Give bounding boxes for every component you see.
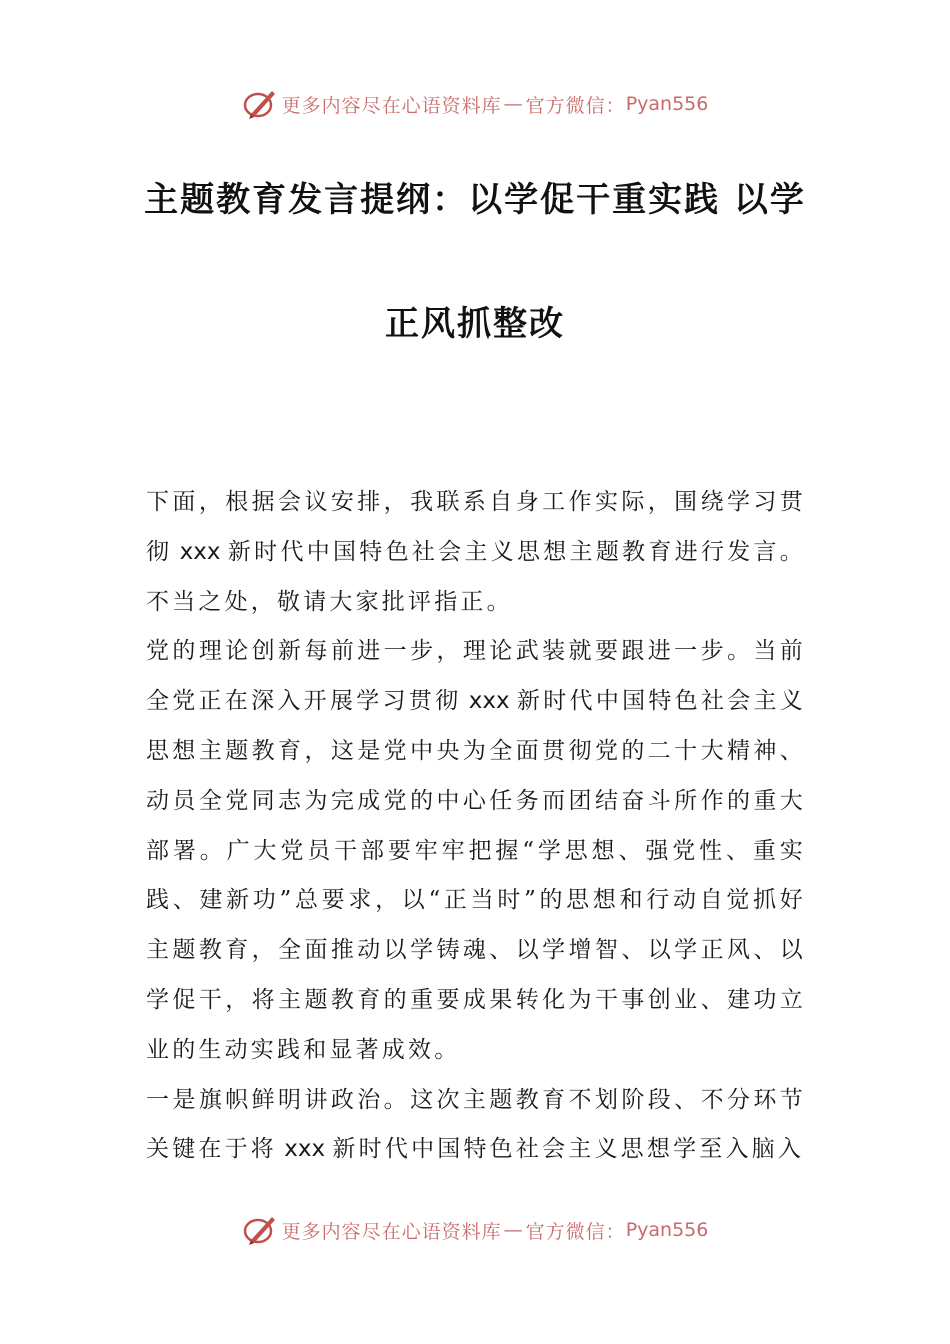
- document-body: [146, 478, 806, 1175]
- watermark-label: 官方微信：: [525, 94, 626, 117]
- body-paragraph: 党的理论创新每前进一步，理论武装就要跟进一步。当前全党正在深入开展学习贯彻 xxx 新时代中国特色社会主义思想主题教育，这是党中央为全面贯彻党的二十大精神、动员全党同志为完成党的中心任务而团结奋斗所作的重大部署。广大党员干部要牢牢把握“学思想、强党性、重实践、建新功”总要求，以“正当时”的思想和行动自觉抓好主题教育，全面推动以学铸魂、以学增智、以学正风、以学促干，将主题教育的重要成果转化为干事创业、建功立业的生动实践和显著成效。: [146, 638, 807, 1063]
- watermark-label: 官方微信：: [525, 1220, 626, 1243]
- pen-logo-icon: [242, 1212, 278, 1248]
- watermark-separator: —: [503, 93, 524, 115]
- watermark-header: [0, 84, 950, 124]
- watermark-text: 更多内容尽在心语资料库: [281, 94, 502, 117]
- document-title-line-1: 主题教育发言提纲：以学促干重实践 以学: [144, 180, 806, 220]
- body-paragraph: 一是旗帜鲜明讲政治。这次主题教育不划阶段、不分环节关键在于将 xxx 新时代中国特色社会主义思想学至入脑入: [146, 1086, 806, 1163]
- watermark-separator: —: [503, 1219, 524, 1241]
- body-paragraph: 下面，根据会议安排，我联系自身工作实际，围绕学习贯彻 xxx 新时代中国特色社会主义思想主题教育进行发言。不当之处，敬请大家批评指正。: [146, 489, 806, 615]
- document-title-line-2: 正风抓整改: [385, 304, 565, 344]
- watermark-wechat-id: Pyan556: [625, 1219, 709, 1241]
- pen-logo-icon: [242, 86, 278, 122]
- watermark-footer: [0, 1210, 950, 1250]
- watermark-wechat-id: Pyan556: [625, 93, 709, 115]
- watermark-text: 更多内容尽在心语资料库: [281, 1220, 502, 1243]
